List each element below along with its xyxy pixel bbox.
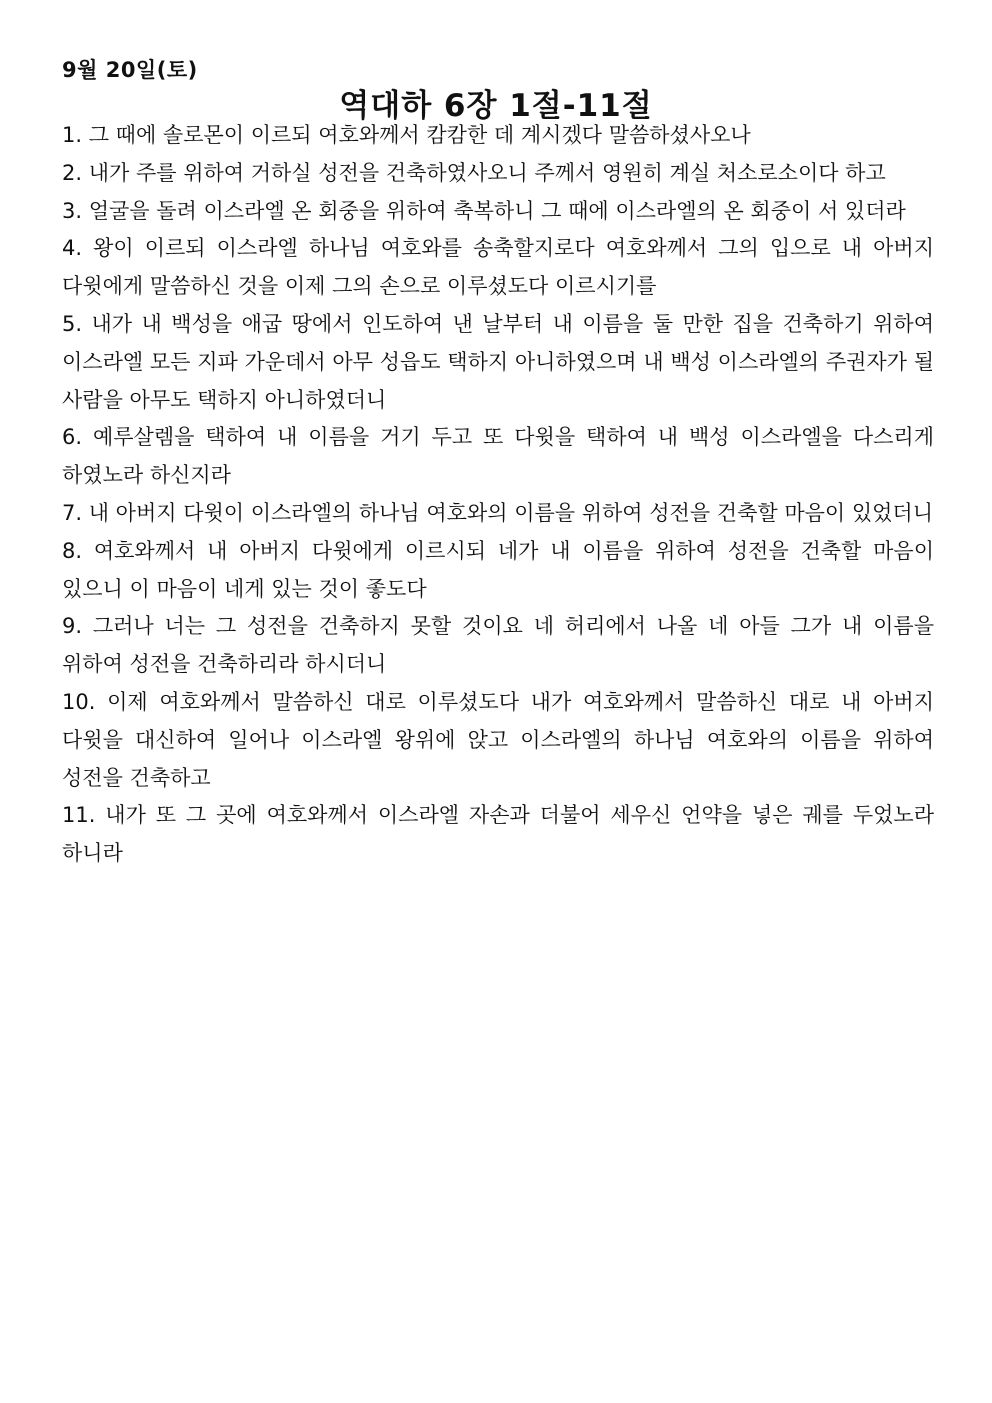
verse-5: 5. 내가 내 백성을 애굽 땅에서 인도하여 낸 날부터 내 이름을 둘 만한 집을 건축하기 위하여 이스라엘 모든 지파 가운데서 아무 성읍도 택하지 아니하였으며 내 백성 이스라엘의 주권자가 될 사람을 아무도 택하지 아니하였더니 (62, 311, 934, 412)
verse-2: 2. 내가 주를 위하여 거하실 성전을 건축하였사오니 주께서 영원히 계실 처소로소이다 하고 (62, 160, 886, 185)
verse-11: 11. 내가 또 그 곳에 여호와께서 이스라엘 자손과 더불어 세우신 언약을 넣은 궤를 두었노라 하니라 (62, 803, 934, 866)
verse-1: 1. 그 때에 솔로몬이 이르되 여호와께서 캄캄한 데 계시겠다 말씀하셨사오나 (62, 123, 751, 147)
verse-3: 3. 얼굴을 돌려 이스라엘 온 회중을 위하여 축복하니 그 때에 이스라엘의 온 회중이 서 있더라 (62, 198, 906, 223)
verse-8: 8. 여호와께서 내 아버지 다윗에게 이르시되 네가 내 이름을 위하여 성전을 건축할 마음이 있으니 이 마음이 네게 있는 것이 좋도다 (62, 538, 934, 601)
verse-9: 9. 그러나 너는 그 성전을 건축하지 못할 것이요 네 허리에서 나올 네 아들 그가 내 이름을 위하여 성전을 건축하리라 하시더니 (62, 614, 934, 677)
verse-7: 7. 내 아버지 다윗이 이스라엘의 하나님 여호와의 이름을 위하여 성전을 건축할 마음이 있었더니 (62, 500, 934, 525)
verse-4: 4. 왕이 이르되 이스라엘 하나님 여호와를 송축할지로다 여호와께서 그의 입으로 내 아버지 다윗에게 말씀하신 것을 이제 그의 손으로 이루셨도다 이르시기를 (62, 236, 934, 299)
reading-date: 9월 20일(토) (62, 58, 198, 82)
verse-list (62, 117, 934, 873)
verse-10: 10. 이제 여호와께서 말씀하신 대로 이루셨도다 내가 여호와께서 말씀하신 대로 내 아버지 다윗을 대신하여 일어나 이스라엘 왕위에 앉고 이스라엘의 하나님 여호와의 이름을 위하여 성전을 건축하고 (62, 689, 934, 790)
verse-6: 6. 예루살렘을 택하여 내 이름을 거기 두고 또 다윗을 택하여 내 백성 이스라엘을 다스리게 하였노라 하신지라 (62, 425, 934, 488)
page-title: 역대하 6장 1절-11절 (339, 88, 653, 124)
